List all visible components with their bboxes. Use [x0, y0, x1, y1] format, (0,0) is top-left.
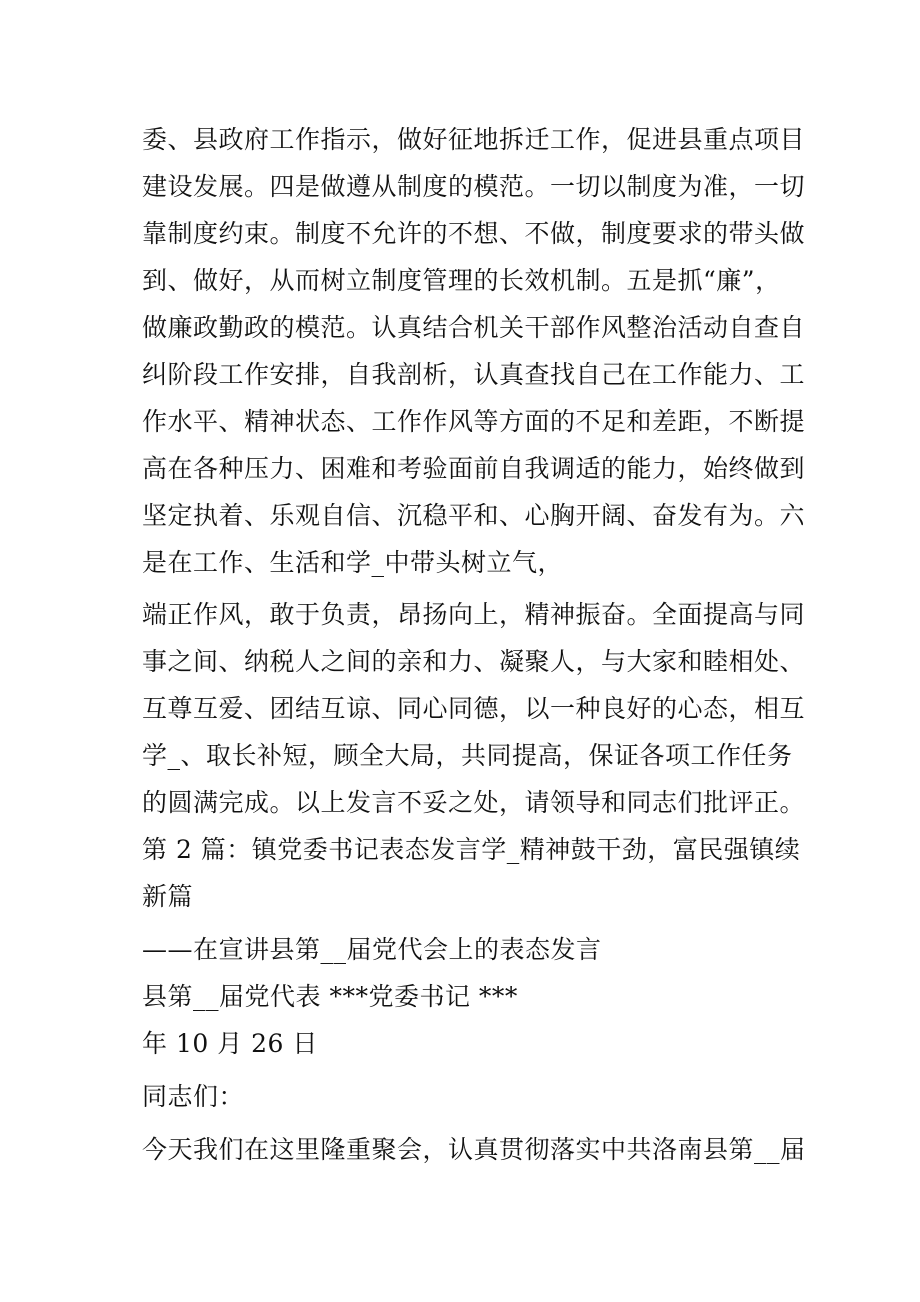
- text-line-13: 互尊互爱、团结互谅、同心同德，以一种良好的心态，相互: [142, 694, 806, 723]
- text-line-9: 坚定执着、乐观自信、沉稳平和、心胸开阔、奋发有为。六: [142, 501, 806, 530]
- section-heading-line-1: 第 2 篇：镇党委书记表态发言学_精神鼓干劲，富民强镇续: [142, 835, 801, 864]
- salutation: 同志们：: [142, 1082, 245, 1111]
- text-line-14: 学_、取长补短，顾全大局，共同提高，保证各项工作任务: [142, 741, 793, 770]
- text-line-8: 高在各种压力、困难和考验面前自我调适的能力，始终做到: [142, 454, 806, 483]
- text-line-2: 建设发展。四是做遵从制度的模范。一切以制度为准，一切: [142, 172, 806, 201]
- text-line-5: 做廉政勤政的模范。认真结合机关干部作风整治活动自查自: [142, 313, 806, 342]
- text-line-4: 到、做好，从而树立制度管理的长效机制。五是抓“廉”，: [142, 266, 781, 295]
- text-line-15: 的圆满完成。以上发言不妥之处，请领导和同志们批评正。: [142, 788, 806, 817]
- text-line-3: 靠制度约束。制度不允许的不想、不做，制度要求的带头做: [142, 219, 806, 248]
- section-heading-line-2: 新篇: [142, 882, 194, 911]
- text-line-7: 作水平、精神状态、工作作风等方面的不足和差距，不断提: [142, 407, 806, 436]
- text-line-1: 委、县政府工作指示，做好征地拆迁工作，促进县重点项目: [142, 125, 806, 154]
- text-line-6: 纠阶段工作安排，自我剖析，认真查找自己在工作能力、工: [142, 360, 806, 389]
- speaker-info: 县第__届党代表 ***党委书记 ***: [142, 982, 518, 1011]
- text-line-10: 是在工作、生活和学_中带头树立气，: [142, 548, 564, 577]
- text-line-body-start: 今天我们在这里隆重聚会，认真贯彻落实中共洛南县第__届: [142, 1135, 806, 1164]
- speech-subtitle: ——在宣讲县第__届党代会上的表态发言: [142, 935, 602, 964]
- text-line-12: 事之间、纳税人之间的亲和力、凝聚人，与大家和睦相处、: [142, 647, 806, 676]
- speech-date: 年 10 月 26 日: [142, 1029, 318, 1058]
- text-line-11: 端正作风，敢于负责，昂扬向上，精神振奋。全面提高与同: [142, 600, 806, 629]
